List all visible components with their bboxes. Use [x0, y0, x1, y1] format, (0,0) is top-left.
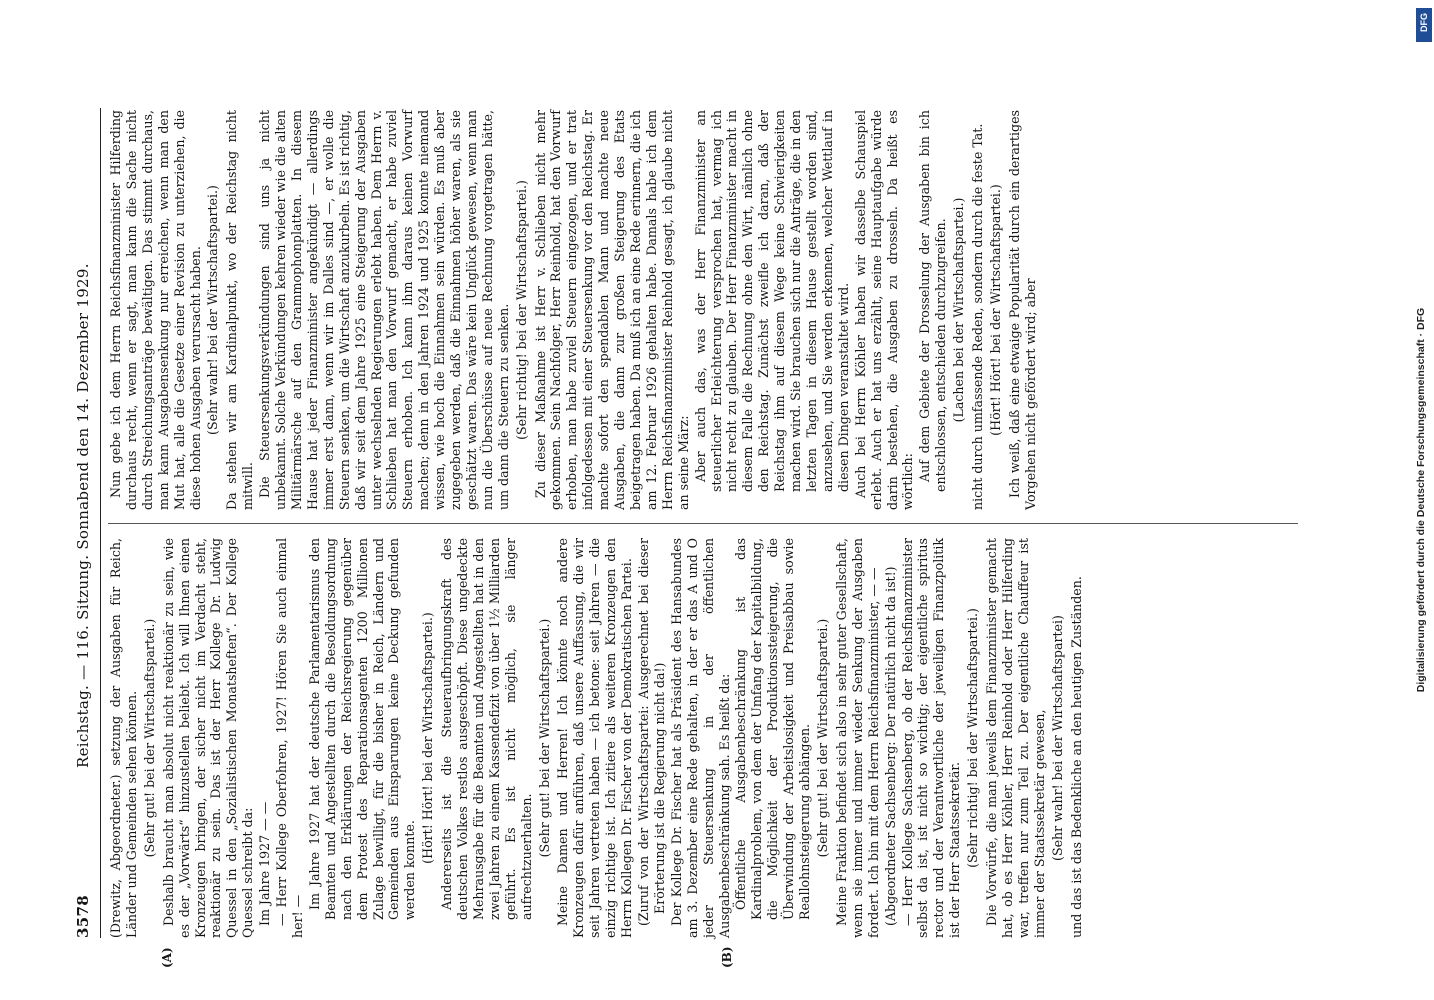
interjection-right-column-1: (Sehr wahr! bei der Wirtschaftspartei.)	[205, 185, 221, 435]
header-rule	[100, 108, 101, 938]
page-content	[72, 108, 1312, 968]
paragraph-right-column-2: Da stehen wir am Kardinalpunkt, wo der Reichstag nicht mitwill.	[224, 110, 256, 510]
interjection-right-column-9: (Lachen bei der Wirtschaftspartei.)	[951, 197, 967, 423]
paragraph-left-column-14: Meine Fraktion befindet sich also in sehr guter Gesellschaft, wenn sie immer und immer wieder Senkung der Ausgaben fordert. Ich bin mit dem Herrn Reichsfinanzminister, — —	[833, 538, 881, 938]
paragraph-left-column-0: (Drewitz, Abgeordneter.) setzung der Ausgaben für Reich, Länder und Gemeinden sehen können.	[108, 538, 139, 938]
running-head	[72, 108, 98, 938]
interjection-left-column-13: (Sehr gut! bei der Wirtschaftspartei.)	[814, 618, 830, 858]
paragraph-right-column-0: Nun gebe ich dem Herrn Reichsfinanzminister Hilferding durchaus recht, wenn er sagt, man kann die Sache nicht durch Streichungsanträge bewältigen. Das stimmt durchaus, man kann Ausgabensenkung nur erreichen, wenn man den Mut hat, alle die Gesetze einer Revision zu unterziehen, die diese hohen Ausgaben verursacht haben.	[108, 110, 203, 510]
interjection-left-column-8: (Sehr gut! bei der Wirtschaftspartei.)	[536, 618, 552, 858]
column-separator	[108, 523, 1298, 524]
right-column	[108, 110, 1298, 510]
digitization-note-text: Digitalisierung gefördert durch die Deutsche Forschungsgemeinschaft · DFG	[1415, 307, 1427, 693]
digitization-note	[1412, 8, 1430, 992]
interjection-right-column-4: (Sehr richtig! bei der Wirtschaftspartei.)	[513, 180, 529, 440]
paragraph-right-column-10: nicht durch umfassende Reden, sondern durch die feste Tat.	[970, 123, 986, 510]
interjection-right-column-11: (Hört! Hört! bei der Wirtschaftspartei.)	[987, 184, 1003, 436]
paragraph-right-column-7: Auch bei Herrn Köhler haben wir dasselbe Schauspiel erlebt. Auch er hat uns erzählt, seine Hauptaufgabe würde darin bestehen, die Ausgaben zu drosseln. Da heißt es wörtlich:	[852, 110, 916, 510]
paragraph-left-column-20: und das ist das Bedenkliche an den heutigen Zuständen.	[1068, 576, 1084, 938]
paragraph-right-column-6: Aber auch das, was der Herr Finanzminister an steuerlicher Erleichterung versprochen hat, vermag ich nicht recht zu glauben. Der Herr Finanzminister macht in diesem Falle die Rechnung ohne den Wirt, nämlich ohne den Reichstag. Zunächst zweifle ich daran, daß der Reichstag ihm auf diesem Wege keine Schwierigkeiten machen wird. Sie brauchen sich nur die Anträge, die in den letzten Tagen in diesem Hause gestellt worden sind, anzusehen, und Sie werden erkennen, welcher Wettlauf in diesen Dingen veranstaltet wird.	[692, 110, 851, 492]
dfg-logo	[1416, 8, 1432, 42]
paragraph-left-column-10: (Zuruf von der Wirtschaftspartei: Ausgerechnet bei dieser Erörterung ist die Regierung nicht da!)	[636, 538, 667, 926]
dfg-logo-text: DFG	[1419, 13, 1429, 32]
paragraph-left-column-15: (Abgeordneter Sachsenberg: Der natürlich nicht da ist!)	[882, 566, 898, 926]
page-number: 3578	[74, 895, 92, 938]
paragraph-left-column-3: Im Jahre 1927 — —	[257, 801, 273, 926]
paragraph-left-column-16: — Herr Kollege Sachsenberg, ob der Reichsfinanzminister selbst da ist, ist nicht so wichtig; der eigentliche spiritus rector und der Verantwortliche der jeweiligen Finanzpolitik ist der Herr Staatssekretär.	[899, 538, 963, 938]
running-title: Reichstag. — 116. Sitzung. Sonnabend den 14. Dezember 1929.	[74, 263, 92, 768]
paragraph-left-column-12: Öffentliche Ausgabenbeschränkung ist das Kardinalproblem, von dem der Umfang der Kapitalbildung, die Möglichkeit der Produktionssteigerung, die Überwindung der Arbeitslosigkeit und Preisabbau sowie Reallohnsteigerung abhängen.	[733, 538, 813, 920]
interjection-left-column-17: (Sehr richtig! bei der Wirtschaftspartei.)	[965, 608, 981, 868]
paragraph-right-column-5: Zu dieser Maßnahme ist Herr v. Schlieben nicht mehr gekommen. Sein Nachfolger, Herr Reinhold, hat den Vorwurf erhoben, man habe zuviel Steuern eingezogen, und er trat infolgedessen mit einer Steuersenkung vor den Reichstag. Er machte sofort den spendablen Mann und machte neue Ausgaben, die dann zur großen Steigerung des Etats beigetragen haben. Da muß ich an eine Rede erinnern, die ich am 12. Februar 1926 gehalten habe. Damals habe ich dem Herrn Reichsfinanzminister Reinhold gesagt, ich glaube nicht an seine März:	[532, 110, 691, 510]
paragraph-right-column-3: Die Steuersenkungsverkündungen sind uns ja nicht unbekannt. Solche Verkündungen kehren wieder wie die alten Militärmärsche auf den Grammophonplatten. In diesem Hause hat jeder Finanzminister angekündigt — allerdings immer erst dann, wenn wir im Dalles sind —, er wolle die Steuern senken, um die Wirtschaft anzukurbeln. Es ist richtig, daß wir seit dem Jahre 1925 eine Steigerung der Ausgaben unter wechselnden Regierungen erlebt haben. Dem Herrn v. Schlieben hat man den Vorwurf gemacht, er habe zuviel Steuern erhoben. Ich kann ihm daraus keinen Vorwurf machen; denn in den Jahren 1924 und 1925 konnte niemand wissen, wie hoch die Einnahmen sein würden. Es muß aber zugegeben werden, daß die Einnahmen höher waren, als sie geschätzt waren. Das wäre kein Unglück gewesen, wenn man nun die Überschüsse auf neue Rechnung vorgetragen hätte, um dann die Steuern zu senken.	[257, 110, 511, 510]
interjection-left-column-1: (Sehr gut! bei der Wirtschaftspartei.)	[141, 618, 157, 858]
interjection-left-column-6: (Hört! Hört! bei der Wirtschaftspartei.)	[420, 612, 436, 864]
paragraph-left-column-9: Meine Damen und Herren! Ich könnte noch andere Kronzeugen dafür anführen, daß unsere Auffassung, die wir seit Jahren vertreten haben — ich betone: seit Jahren — die einzig richtige ist. Ich zitiere als weiteren Kronzeugen den Herrn Kollegen Dr. Fischer von der Demokratischen Partei.	[555, 538, 635, 938]
paragraph-left-column-4: — Herr Kollege Oberfohren, 1927! Hören Sie auch einmal her! —	[274, 538, 305, 938]
paragraph-right-column-12: Ich weiß, daß eine etwaige Popularität durch ein derartiges Vorgehen nicht gefördert wird; aber	[1006, 110, 1038, 510]
paragraph-left-column-18: Die Vorwürfe, die man jeweils dem Finanzminister gemacht hat, ob es Herr Köhler, Herr Reinhold oder Herr Hilferding war, treffen nur zum Teil zu. Der eigentliche Chauffeur ist immer der Staatssekretär gewesen,	[984, 538, 1047, 938]
paragraph-left-column-2: Deshalb braucht man absolut nicht reaktionär zu sein, wie es der „Vorwärts“ hinzustellen beliebt. Ich will Ihnen einen Kronzeugen bringen, der sicher nicht im Verdacht steht, reaktionär zu sein. Das ist der Herr Kollege Dr. Ludwig Quessel in den „Sozialistischen Monatsheften“. Der Kollege Quessel schreibt da:	[160, 538, 256, 938]
paragraph-left-column-5: Im Jahre 1927 hat der deutsche Parlamentarismus den Beamten und Angestellten durch die Besoldungsordnung nach den Erklärungen der Reichsregierung gegenüber dem Protest des Reparationsagenten 1200 Millionen Zulage bewilligt, für die bisher in Reich, Ländern und Gemeinden aus Einsparungen keine Deckung gefunden werden konnte.	[306, 538, 418, 920]
paragraph-right-column-8: Auf dem Gebiete der Drosselung der Ausgaben bin ich entschlossen, entschieden durchzugreifen.	[917, 110, 949, 492]
margin-mark-b: (B)	[720, 946, 734, 968]
margin-mark-a: (A)	[160, 947, 174, 968]
paragraph-left-column-7: Andererseits ist die Steueraufbringungskraft des deutschen Volkes restlos ausgeschöpft. Diese ungedeckte Mehrausgabe für die Beamten und Angestellten hat in den zwei Jahren zu einem Kassendefizit von über 1½ Milliarden geführt. Es ist nicht möglich, sie länger aufrechtzuerhalten.	[439, 538, 534, 920]
left-column	[108, 538, 1298, 968]
interjection-left-column-19: (Sehr wahr! bei der Wirtschaftspartei)	[1049, 615, 1065, 861]
paragraph-left-column-11: Der Kollege Dr. Fischer hat als Präsident des Hansabundes am 3. Dezember eine Rede gehalten, in der er das A und O jeder Steuersenkung in der öffentlichen Ausgabenbeschränkung sah. Es heißt da:	[668, 538, 732, 938]
